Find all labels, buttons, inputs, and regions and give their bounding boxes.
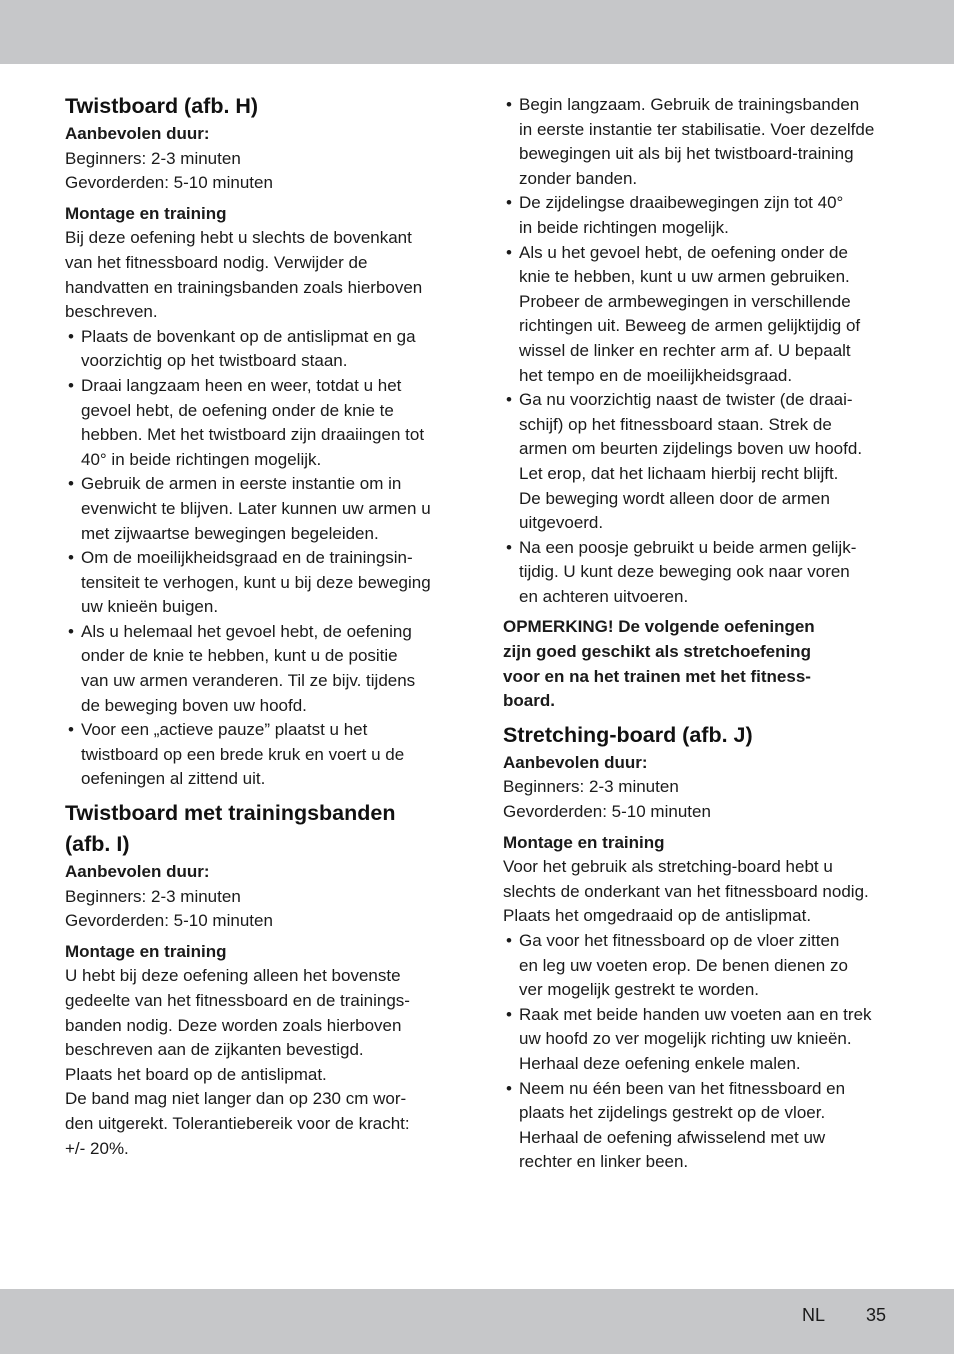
- list-item: • Ga voor het fitnessboard op de vloer zitten en leg uw voeten erop. De benen dienen zo ver mogelijk gestrekt te worden.: [503, 929, 895, 1003]
- page-number: 35: [866, 1305, 887, 1325]
- list-item: • Plaats de bovenkant op de antislipmat en ga voorzichtig op het twistboard staan.: [65, 325, 455, 374]
- montage-heading: Montage en training: [503, 832, 665, 852]
- duration-advanced: Gevorderden: 5-10 minuten: [503, 802, 711, 822]
- bullet-list: [503, 929, 895, 1175]
- note-block: OPMERKING! De volgende oefeningen zijn goed geschikt als stretchoefening voor en na het trainen met het fitness- board.: [503, 617, 815, 711]
- language-code: NL: [802, 1305, 826, 1325]
- header-band: [0, 0, 954, 64]
- bullet-list: [503, 93, 895, 609]
- section-title-twistboard-bands: Twistboard met trainingsbanden (afb. I): [65, 801, 396, 857]
- list-item: • Voor een „actieve pauze” plaatst u het twistboard op een brede kruk en voert u de oefeningen al zittend uit.: [65, 718, 455, 792]
- list-item: • Draai langzaam heen en weer, totdat u het gevoel hebt, de oefening onder de knie te hebben. Met het twistboard zijn draaiingen tot 40° in beide richtingen mogelijk.: [65, 374, 455, 472]
- list-item: • Neem nu één been van het fitnessboard en plaats het zijdelings gestrekt op de vloer. Herhaal de oefening afwisselend met uw rechter en linker been.: [503, 1077, 895, 1175]
- list-item: • Als u het gevoel hebt, de oefening onder de knie te hebben, kunt u uw armen gebruiken. Probeer de armbewegingen in verschillende richtingen uit. Beweeg de armen gelijktijdig of wissel de linker en rechter arm af. U bepaalt het tempo en de moeilijkheidsgraad.: [503, 241, 895, 389]
- list-item: • Om de moeilijkheidsgraad en de trainingsin- tensiteit te verhogen, kunt u bij deze beweging uw knieën buigen.: [65, 546, 455, 620]
- list-item: • Raak met beide handen uw voeten aan en trek uw hoofd zo ver mogelijk richting uw knieën. Herhaal deze oefening enkele malen.: [503, 1003, 895, 1077]
- section-title-stretching-board: Stretching-board (afb. J): [503, 722, 753, 747]
- duration-heading: Aanbevolen duur:: [65, 124, 210, 143]
- duration-heading: Aanbevolen duur:: [65, 862, 210, 882]
- montage-heading: Montage en training: [65, 203, 227, 223]
- left-column: [65, 91, 455, 1161]
- duration-advanced: Gevorderden: 5-10 minuten: [65, 911, 273, 931]
- duration-beginners: Beginners: 2-3 minuten: [65, 886, 241, 906]
- list-item: • Na een poosje gebruikt u beide armen gelijk- tijdig. U kunt deze beweging ook naar voren en achteren uitvoeren.: [503, 536, 895, 610]
- list-item: • De zijdelingse draaibewegingen zijn tot 40° in beide richtingen mogelijk.: [503, 191, 895, 240]
- duration-beginners: Beginners: 2-3 minuten: [503, 777, 679, 797]
- intro-paragraph: Voor het gebruik als stretching-board hebt u slechts de onderkant van het fitnessboard nodig. Plaats het omgedraaid op de antislipmat.: [503, 857, 869, 926]
- list-item: • Als u helemaal het gevoel hebt, de oefening onder de knie te hebben, kunt u de positie van uw armen veranderen. Til ze bijv. tijdens de beweging boven uw hoofd.: [65, 620, 455, 718]
- body-paragraph: U hebt bij deze oefening alleen het bovenste gedeelte van het fitnessboard en de trainings- banden nodig. Deze worden zoals hierboven beschreven aan de zijkanten bevestigd. Plaats het board op de antislipmat. De band mag niet langer dan op 230 cm wor- den uitgerekt. Tolerantiebereik voor de kracht: +/- 20%.: [65, 966, 410, 1158]
- intro-paragraph: Bij deze oefening hebt u slechts de bovenkant van het fitnessboard nodig. Verwijder de handvatten en trainingsbanden zoals hierboven beschreven.: [65, 228, 423, 322]
- duration-beginners: Beginners: 2-3 minuten: [65, 148, 241, 168]
- duration-heading: Aanbevolen duur:: [503, 752, 648, 772]
- list-item: • Gebruik de armen in eerste instantie om in evenwicht te blijven. Later kunnen uw armen u met zijwaartse bewegingen begeleiden.: [65, 472, 455, 546]
- duration-advanced: Gevorderden: 5-10 minuten: [65, 173, 273, 193]
- bullet-list: [65, 325, 455, 792]
- right-column: [503, 93, 895, 1175]
- montage-heading: Montage en training: [65, 941, 227, 961]
- section-title-twistboard: Twistboard (afb. H): [65, 94, 259, 118]
- list-item: • Ga nu voorzichtig naast de twister (de draai- schijf) op het fitnessboard staan. Strek de armen om beurten zijdelings boven uw hoofd. Let erop, dat het lichaam hierbij recht blijft. De beweging wordt alleen door de armen uitgevoerd.: [503, 388, 895, 536]
- list-item: • Begin langzaam. Gebruik de trainingsbanden in eerste instantie ter stabilisatie. Voer dezelfde bewegingen uit als bij het twistboard-training zonder banden.: [503, 93, 895, 191]
